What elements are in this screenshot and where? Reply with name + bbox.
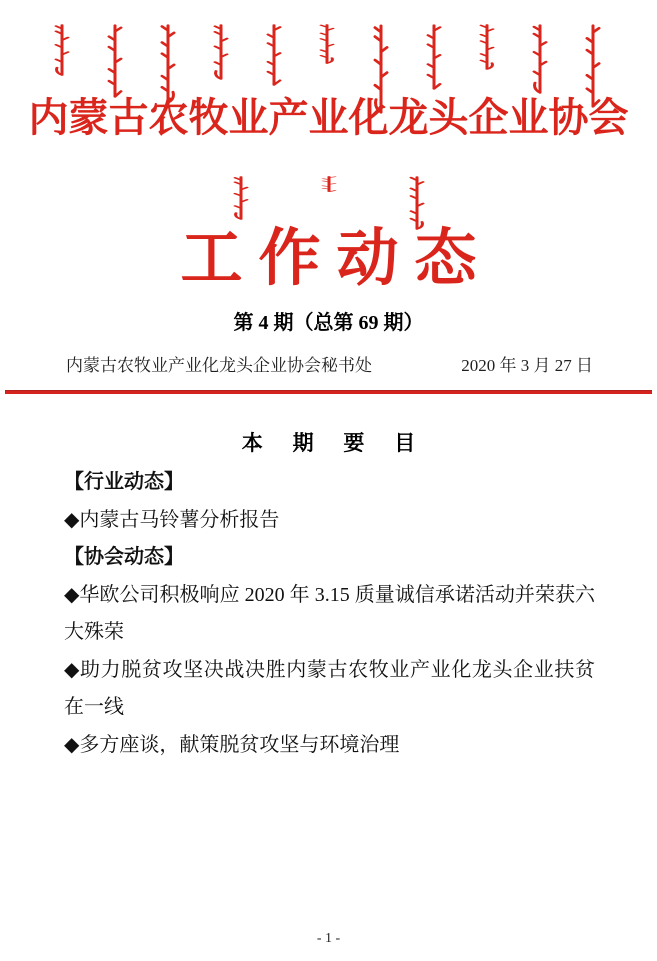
contents-heading: 本 期 要 目 [241, 432, 428, 455]
mongolian-glyph [479, 24, 495, 70]
mongolian-glyph [54, 24, 70, 76]
toc-section-title-association: 【协会动态】 [64, 546, 184, 568]
table-of-contents [64, 464, 595, 764]
bulletin-title: 工作动态 [180, 225, 493, 293]
red-divider-rule [5, 390, 652, 394]
page-number: - 1 - [316, 931, 341, 946]
toc-item: ◆华欧公司积极响应 2020 年 3.15 质量诚信承诺活动并荣获六大殊荣 [64, 583, 595, 643]
mongolian-glyph [321, 176, 337, 192]
mongolian-glyph [319, 24, 335, 64]
toc-item: ◆助力脱贫攻坚决战决胜内蒙古农牧业产业化龙头企业扶贫在一线 [64, 658, 595, 718]
publication-date: 2020 年 3 月 27 日 [461, 356, 593, 375]
mongolian-glyph [532, 24, 548, 94]
publisher-name: 内蒙古农牧业产业化龙头企业协会秘书处 [66, 356, 372, 375]
toc-section-title-industry: 【行业动态】 [64, 471, 184, 493]
issue-number: 第 4 期（总第 69 期） [233, 312, 424, 334]
toc-item: ◆内蒙古马铃薯分析报告 [64, 508, 280, 531]
publisher-date-row [66, 351, 593, 376]
mongolian-glyph [426, 24, 442, 90]
toc-item: ◆多方座谈，献策脱贫攻坚与环境治理 [64, 733, 400, 756]
organization-title: 内蒙古农牧业产业化龙头企业协会 [28, 95, 629, 140]
mongolian-glyph [213, 24, 229, 80]
mongolian-glyph [266, 24, 282, 86]
